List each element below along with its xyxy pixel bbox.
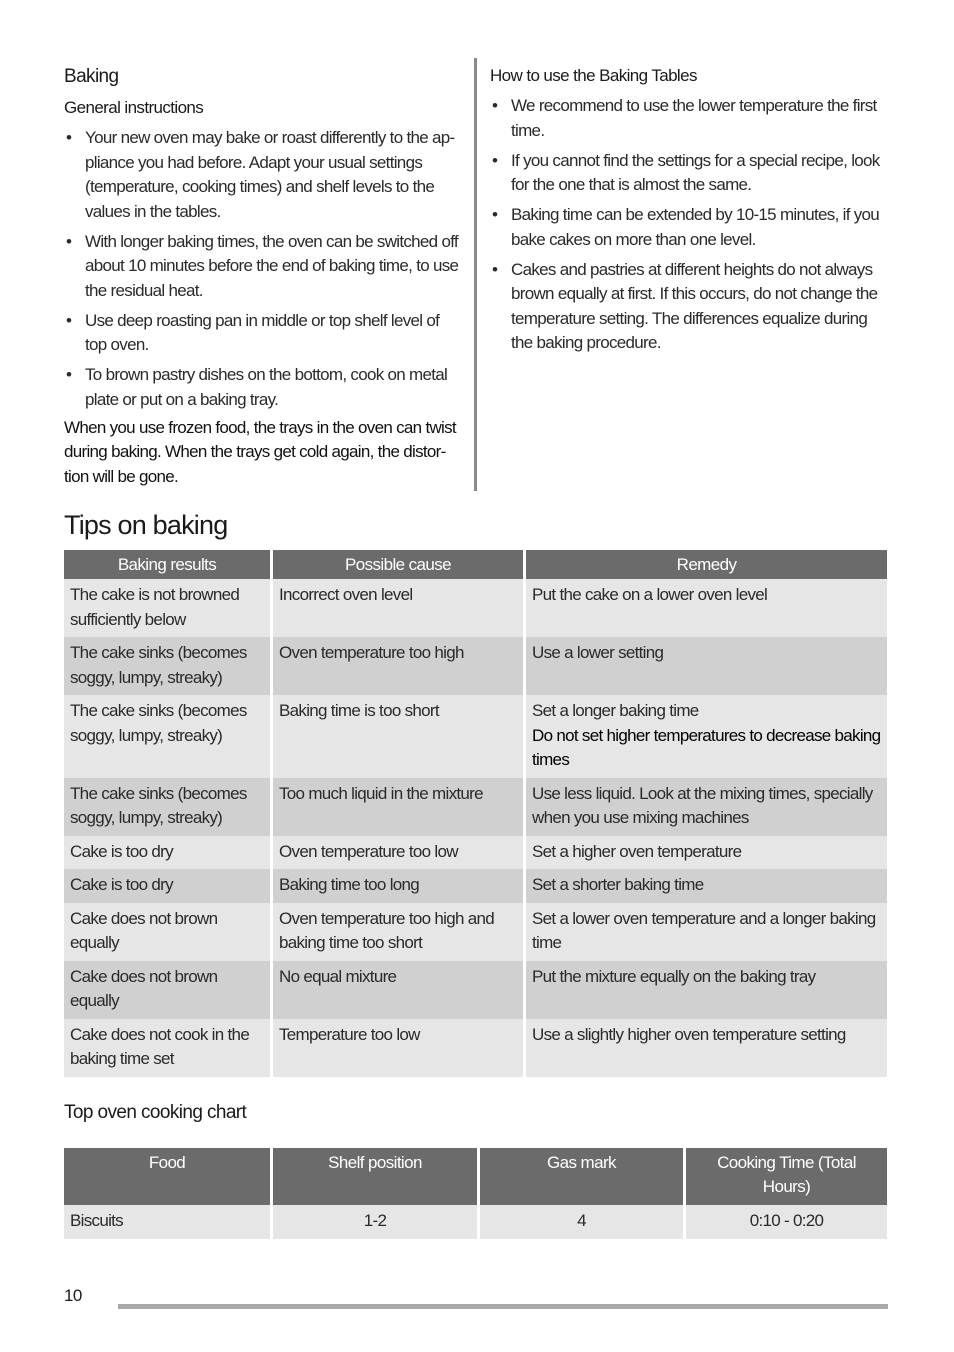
table-header-row [64,1148,887,1205]
bullet-icon: • [66,310,72,330]
gas-mark-cell: 4 [477,1205,683,1239]
remedy-cell: Set a lower oven temperature and a longer baking time [523,903,887,961]
cause-cell: Baking time is too short [270,695,523,778]
column-header: Cooking Time (Total Hours) [683,1148,887,1205]
baking-tables-section [490,62,890,361]
general-instructions-heading: General instructions [64,98,204,117]
list-item: • We recommend to use the lower temperature the first time. [492,96,877,140]
column-header: Baking results [64,550,270,579]
result-cell: The cake sinks (becomes soggy, lumpy, streaky) [64,637,270,695]
cause-cell: Baking time too long [270,869,523,903]
remedy-cell: Set a higher oven temperature [523,836,887,870]
table-row [64,1019,887,1077]
remedy-cell: Put the cake on a lower oven level [523,579,887,637]
bullet-icon: • [66,231,72,251]
footer-rule [118,1304,888,1309]
column-header: Possible cause [270,550,523,579]
result-cell: The cake is not browned sufficiently below [64,579,270,637]
cooking-time-cell: 0:10 - 0:20 [683,1205,887,1239]
list-item: • Cakes and pastries at different heights do not always brown equally at first. If this occurs, do not change the temperature setting. The differences equalize during the baking procedure. [492,259,878,352]
table-row [64,637,887,695]
table-row [64,869,887,903]
result-cell: Cake does not cook in the baking time set [64,1019,270,1077]
shelf-cell: 1-2 [270,1205,477,1239]
table-row [64,836,887,870]
result-cell: Cake is too dry [64,836,270,870]
general-instructions-list [64,126,460,412]
column-header: Gas mark [477,1148,683,1205]
bullet-icon: • [492,205,498,224]
bullet-icon: • [66,365,72,384]
result-cell: Cake does not brown equally [64,961,270,1019]
column-header: Food [64,1148,270,1205]
tips-table [64,550,887,1077]
cause-cell: Oven temperature too low [270,836,523,870]
column-divider [474,58,477,491]
list-item: • If you cannot find the settings for a special recipe, look for the one that is almost the same. [492,150,880,194]
table-row [64,961,887,1019]
table-header-row [64,550,887,579]
baking-general-section [64,62,460,489]
table-row [64,695,887,778]
baking-heading: Baking [64,66,119,87]
bullet-icon: • [492,150,498,170]
remedy-cell: Put the mixture equally on the baking tray [523,961,887,1019]
remedy-cell: Set a shorter baking time [523,869,887,903]
food-cell: Biscuits [64,1205,270,1239]
table-row [64,579,887,637]
remedy-cell [523,695,887,778]
list-item: • Use deep roasting pan in middle or top shelf level of top oven. [66,310,440,354]
cause-cell: Temperature too low [270,1019,523,1077]
remedy-warning: Do not set higher temperatures to decrease baking times [532,725,881,769]
page-number: 10 [64,1286,82,1305]
baking-tables-list [490,94,890,356]
column-header: Shelf position [270,1148,477,1205]
list-item: • Baking time can be extended by 10-15 minutes, if you bake cakes on more than one level. [492,205,880,249]
column-header: Remedy [523,550,887,579]
tips-title: Tips on baking [64,510,228,540]
cause-cell: Too much liquid in the mixture [270,778,523,836]
table-row [64,778,887,836]
result-cell: Cake does not brown equally [64,903,270,961]
bullet-icon: • [66,128,72,147]
oven-chart-title: Top oven cooking chart [64,1102,247,1123]
cause-cell: Incorrect oven level [270,579,523,637]
remedy-text: Set a longer baking time [532,701,699,720]
list-item: • With longer baking times, the oven can be switched off about 10 minutes before the end of baking time, to use the residual heat. [66,231,459,300]
remedy-cell: Use less liquid. Look at the mixing times, specially when you use mixing machines [523,778,887,836]
baking-tables-heading: How to use the Baking Tables [490,66,697,85]
remedy-cell: Use a slightly higher oven temperature setting [523,1019,887,1077]
result-cell: Cake is too dry [64,869,270,903]
table-row [64,1205,887,1239]
list-item: • To brown pastry dishes on the bottom, cook on metal plate or put on a baking tray. [66,365,448,409]
cause-cell: No equal mixture [270,961,523,1019]
table-row [64,903,887,961]
list-item: • Your new oven may bake or roast differently to the ap-pliance you had before. Adapt your usual settings (temperature, cooking times) and shelf levels to the values in the tables. [66,128,455,221]
cause-cell: Oven temperature too high [270,637,523,695]
oven-cooking-table [64,1148,887,1239]
remedy-cell: Use a lower setting [523,637,887,695]
result-cell: The cake sinks (becomes soggy, lumpy, streaky) [64,695,270,778]
result-cell: The cake sinks (becomes soggy, lumpy, streaky) [64,778,270,836]
frozen-food-note: When you use frozen food, the trays in the oven can twist during baking. When the trays get cold again, the distor-tion will be gone. [64,417,456,486]
bullet-icon: • [492,96,498,115]
cause-cell: Oven temperature too high and baking time too short [270,903,523,961]
bullet-icon: • [492,259,498,279]
